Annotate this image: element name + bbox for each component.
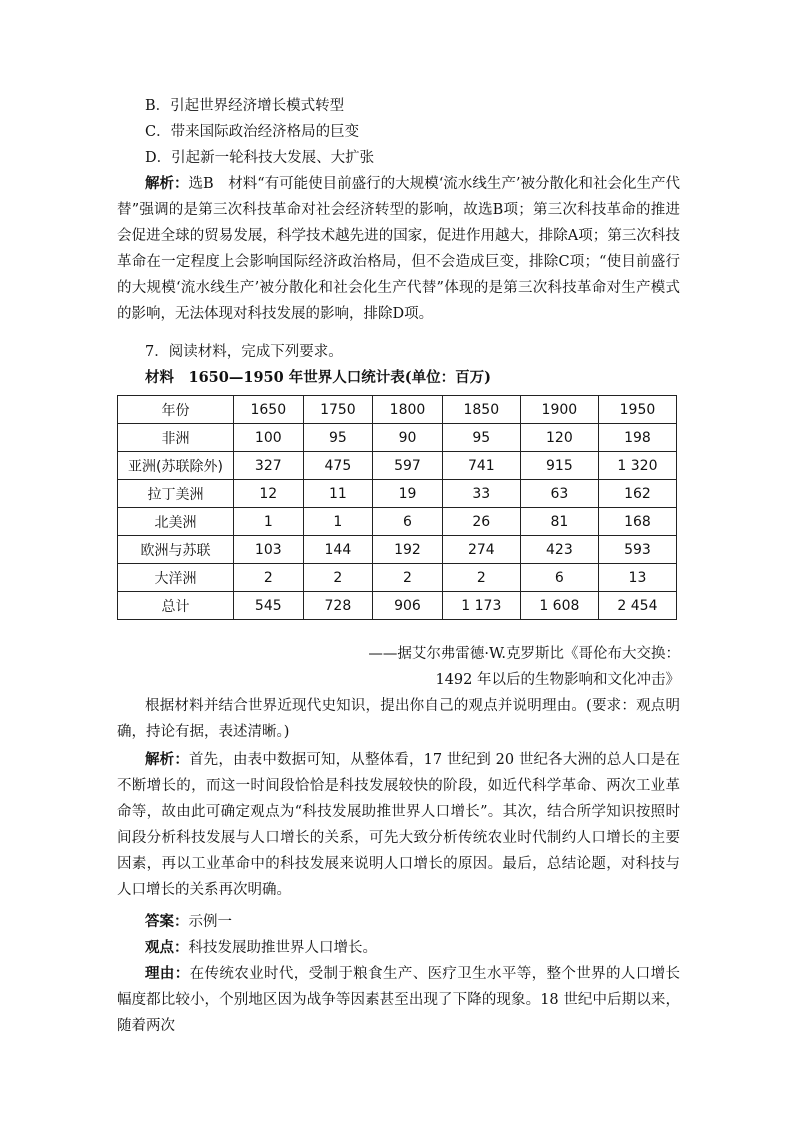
table-header-cell: 年份	[118, 396, 234, 424]
table-header-row	[118, 396, 677, 424]
table-cell: 1 173	[442, 592, 520, 620]
table-cell: 144	[303, 536, 373, 564]
table-cell: 1 320	[598, 452, 676, 480]
table-cell: 100	[234, 424, 304, 452]
reason-paragraph	[117, 961, 680, 1039]
source-line-2: 1492 年以后的生物影响和文化冲击》	[435, 672, 680, 688]
analysis-q6	[117, 171, 680, 327]
table-cell: 总计	[118, 592, 234, 620]
table-row	[118, 480, 677, 508]
table-cell: 2 454	[598, 592, 676, 620]
table-cell: 192	[373, 536, 443, 564]
table-cell: 198	[598, 424, 676, 452]
table-header-cell: 1650	[234, 396, 304, 424]
table-cell: 26	[442, 508, 520, 536]
table-header-cell: 1800	[373, 396, 443, 424]
question-7-stem: 7．阅读材料，完成下列要求。	[145, 344, 343, 360]
table-cell: 1	[234, 508, 304, 536]
table-cell: 2	[442, 564, 520, 592]
table-cell: 162	[598, 480, 676, 508]
table-cell: 90	[373, 424, 443, 452]
table-cell: 327	[234, 452, 304, 480]
analysis-q7	[117, 747, 680, 903]
reason-label: 理由：	[145, 965, 190, 982]
viewpoint-label: 观点：	[145, 939, 189, 956]
viewpoint-text: 科技发展助推世界人口增长。	[188, 940, 377, 956]
table-cell: 2	[303, 564, 373, 592]
analysis-q6-label: 解析：	[145, 175, 189, 192]
table-cell: 915	[520, 452, 598, 480]
table-cell: 906	[373, 592, 443, 620]
table-cell: 非洲	[118, 424, 234, 452]
table-row	[118, 508, 677, 536]
option-d: D．引起新一轮科技大发展、大扩张	[145, 150, 375, 166]
table-cell: 亚洲(苏联除外)	[118, 452, 234, 480]
table-cell: 2	[234, 564, 304, 592]
table-cell: 95	[303, 424, 373, 452]
table-cell: 274	[442, 536, 520, 564]
question-7-requirement: 根据材料并结合世界近现代史知识，提出你自己的观点并说明理由。(要求：观点明确，持论有据，表述清晰。)	[117, 698, 680, 740]
table-row	[118, 424, 677, 452]
table-cell: 120	[520, 424, 598, 452]
table-cell: 12	[234, 480, 304, 508]
answer-line	[145, 913, 680, 931]
table-cell: 欧洲与苏联	[118, 536, 234, 564]
table-cell: 63	[520, 480, 598, 508]
analysis-q6-text: 选B 材料“有可能使目前盛行的大规模‘流水线生产’被分散化和社会化生产代替”强调的是第三次科技革命对社会经济转型的影响，故选B项；第三次科技革命的推进会促进全球的贸易发展，科学技术越先进的国家，促进作用越大，排除A项；第三次科技革命在一定程度上会影响国际经济政治格局，但不会造成巨变，排除C项；“使目前盛行的大规模‘流水线生产’被分散化和社会化生产代替”体现的是第三次科技革命对生产模式的影响，无法体现对科技发展的影响，排除D项。	[117, 176, 681, 322]
table-header-cell: 1900	[520, 396, 598, 424]
table-header-cell: 1950	[598, 396, 676, 424]
table-cell: 597	[373, 452, 443, 480]
table-cell: 728	[303, 592, 373, 620]
table-cell: 33	[442, 480, 520, 508]
table-cell: 拉丁美洲	[118, 480, 234, 508]
table-cell: 103	[234, 536, 304, 564]
table-cell: 475	[303, 452, 373, 480]
table-cell: 大洋洲	[118, 564, 234, 592]
table-cell: 2	[373, 564, 443, 592]
table-cell: 6	[520, 564, 598, 592]
table-header-cell: 1750	[303, 396, 373, 424]
table-cell: 741	[442, 452, 520, 480]
reason-text: 在传统农业时代，受制于粮食生产、医疗卫生水平等，整个世界的人口增长幅度都比较小，个别地区因为战争等因素甚至出现了下降的现象。18 世纪中后期以来，随着两次	[117, 966, 681, 1034]
option-c: C．带来国际政治经济格局的巨变	[145, 124, 360, 140]
table-cell: 6	[373, 508, 443, 536]
table-cell: 168	[598, 508, 676, 536]
table-row	[118, 564, 677, 592]
table-cell: 19	[373, 480, 443, 508]
table-cell: 1	[303, 508, 373, 536]
table-row	[118, 452, 677, 480]
table-cell: 81	[520, 508, 598, 536]
viewpoint-line	[145, 939, 680, 957]
table-cell: 95	[442, 424, 520, 452]
table-cell: 13	[598, 564, 676, 592]
table-row	[118, 536, 677, 564]
table-cell: 593	[598, 536, 676, 564]
analysis-q7-text: 首先，由表中数据可知，从整体看，17 世纪到 20 世纪各大洲的总人口是在不断增长的，而这一时间段恰恰是科技发展较快的阶段，如近代科学革命、两次工业革命等，故由此可确定观点为“科技发展助推世界人口增长”。其次，结合所学知识按照时间段分析科技发展与人口增长的关系，可先大致分析传统农业时代制约人口增长的主要因素，再以工业革命中的科技发展来说明人口增长的原因。最后，总结论题，对科技与人口增长的关系再次明确。	[117, 752, 680, 898]
source-line-1: ——据艾尔弗雷德·W.克罗斯比《哥伦布大交换：	[368, 646, 680, 662]
table-cell: 北美洲	[118, 508, 234, 536]
answer-label: 答案：	[145, 913, 189, 930]
table-header-cell: 1850	[442, 396, 520, 424]
table-cell: 11	[303, 480, 373, 508]
table-cell: 545	[234, 592, 304, 620]
population-table	[117, 395, 677, 620]
table-row-total	[118, 592, 677, 620]
table-caption: 材料 1650—1950 年世界人口统计表(单位：百万)	[145, 369, 491, 386]
table-cell: 1 608	[520, 592, 598, 620]
answer-text: 示例一	[188, 914, 232, 930]
option-b: B．引起世界经济增长模式转型	[145, 98, 345, 114]
table-cell: 423	[520, 536, 598, 564]
analysis-q7-label: 解析：	[145, 751, 189, 768]
